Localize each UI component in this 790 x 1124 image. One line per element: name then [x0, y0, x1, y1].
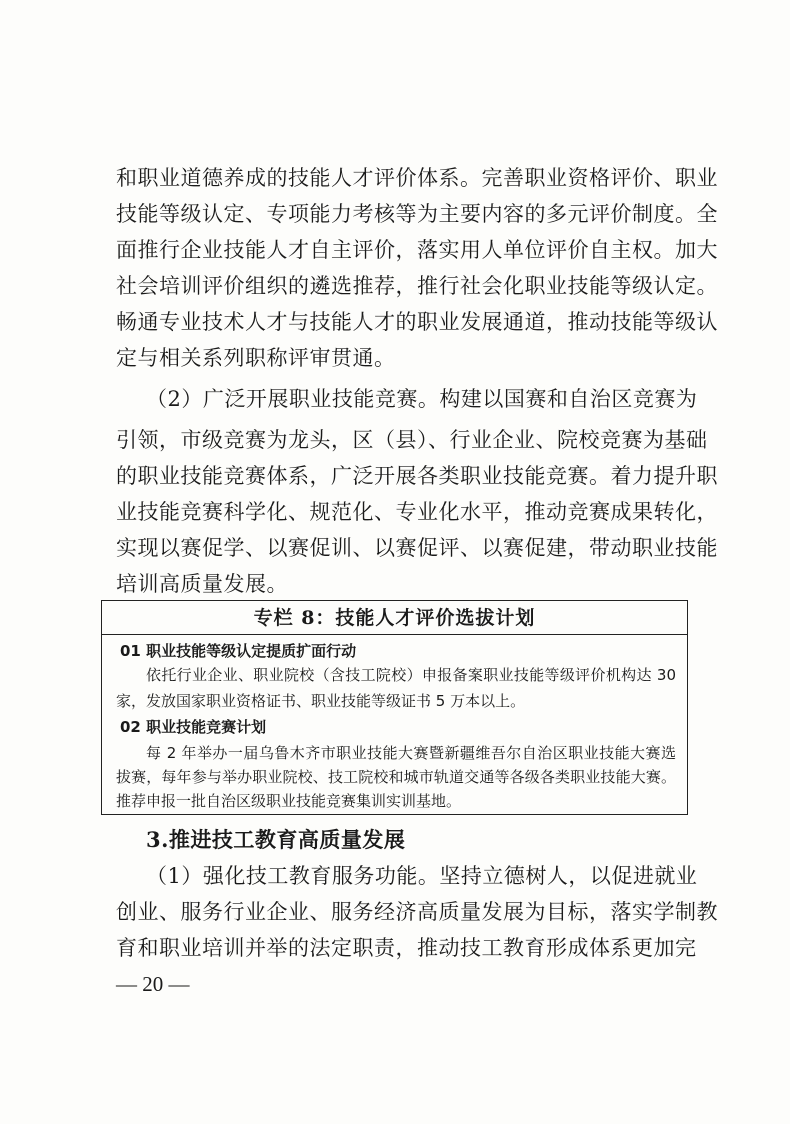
feature-item-line: 家，发放国家职业资格证书、职业技能等级证书 5 万本以上。 — [116, 692, 526, 710]
paragraph-line: 和职业道德养成的技能人才评价体系。完善职业资格评价、职业 — [116, 166, 718, 190]
paragraph-line: 育和职业培训并举的法定职责，推动技工教育形成体系更加完 — [116, 936, 697, 960]
paragraph-line: 创业、服务行业企业、服务经济高质量发展为目标，落实学制教 — [116, 900, 718, 924]
feature-box-title: 专栏 8：技能人才评价选拔计划 — [102, 601, 687, 635]
feature-item-title: 01 职业技能等级认定提质扩面行动 — [120, 642, 357, 660]
paragraph-line: 的职业技能竞赛体系，广泛开展各类职业技能竞赛。着力提升职 — [116, 464, 718, 488]
paragraph-line: 业技能竞赛科学化、规范化、专业化水平，推动竞赛成果转化， — [116, 500, 718, 524]
paragraph-line: （2）广泛开展职业技能竞赛。构建以国赛和自治区竞赛为 — [146, 387, 698, 411]
paragraph-line: 定与相关系列职称评审贯通。 — [116, 346, 396, 370]
paragraph-line: 引领，市级竞赛为龙头，区（县）、行业企业、院校竞赛为基础 — [116, 428, 708, 452]
feature-item-line: 依托行业企业、职业院校（含技工院校）申报备案职业技能等级评价机构达 30 — [146, 666, 676, 684]
feature-item-line: 拔赛，每年参与举办职业院校、技工院校和城市轨道交通等各级各类职业技能大赛。 — [116, 768, 676, 786]
paragraph-line: 面推行企业技能人才自主评价，落实用人单位评价自主权。加大 — [116, 238, 718, 262]
paragraph-line: 技能等级认定、专项能力考核等为主要内容的多元评价制度。全 — [116, 202, 718, 226]
feature-item-line: 推荐申报一批自治区级职业技能竞赛集训实训基地。 — [116, 792, 462, 810]
section-heading: 3.推进技工教育高质量发展 — [146, 827, 406, 852]
paragraph-line: 实现以赛促学、以赛促训、以赛促评、以赛促建，带动职业技能 — [116, 536, 718, 560]
paragraph-line: 社会培训评价组织的遴选推荐，推行社会化职业技能等级认定。 — [116, 274, 718, 298]
paragraph-line: 培训高质量发展。 — [116, 572, 288, 596]
feature-item-line: 每 2 年举办一届乌鲁木齐市职业技能大赛暨新疆维吾尔自治区职业技能大赛选 — [146, 744, 676, 762]
paragraph-line: 畅通专业技术人才与技能人才的职业发展通道，推动技能等级认 — [116, 310, 718, 334]
feature-box — [101, 600, 688, 815]
page-number: — 20 — — [116, 972, 190, 996]
paragraph-line: （1）强化技工教育服务功能。坚持立德树人，以促进就业 — [146, 864, 698, 888]
feature-item-title: 02 职业技能竞赛计划 — [120, 718, 267, 736]
